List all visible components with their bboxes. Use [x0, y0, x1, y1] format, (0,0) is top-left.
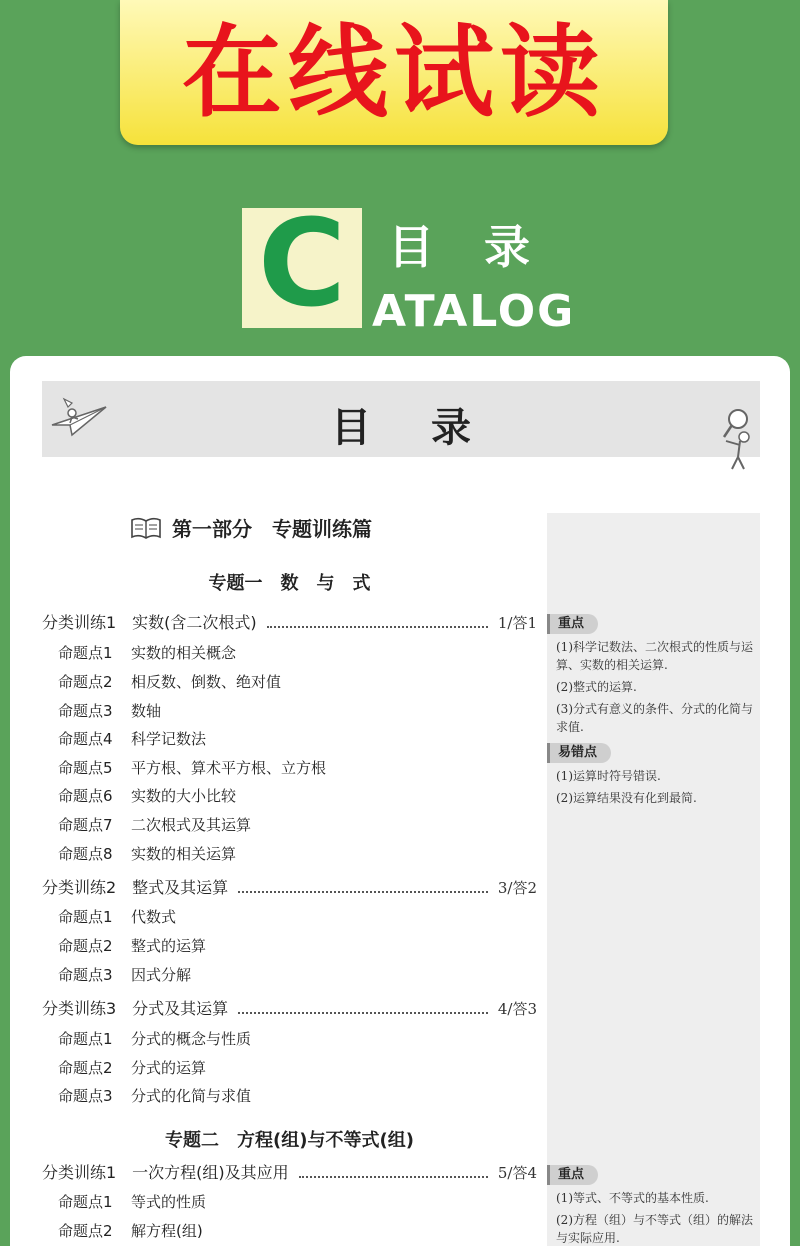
leader-dots: [238, 891, 488, 893]
topic-item: 命题点3 因式分解: [58, 966, 192, 984]
magnifier-figure-icon: [716, 407, 756, 471]
entry-page: 1/答1: [497, 614, 537, 632]
toc-header-bar: [42, 381, 760, 457]
topic-item: 命题点2 整式的运算: [58, 937, 207, 955]
topic-item: 命题点7 二次根式及其运算: [58, 816, 252, 834]
topic-item: 命题点2 分式的运算: [58, 1059, 207, 1077]
key-point-note: (2)方程（组）与不等式（组）的解法与实际应用.: [556, 1213, 753, 1245]
toc-entry[interactable]: [42, 878, 537, 898]
toc-card: [10, 356, 790, 1246]
entry-page: 3/答2: [497, 879, 537, 897]
error-point-note: (2)运算结果没有化到最简.: [556, 791, 697, 805]
error-point-note: (1)运算时符号错误.: [556, 769, 661, 783]
open-book-icon: [130, 516, 162, 540]
part-title-text: 第一部分 专题训练篇: [172, 517, 372, 541]
entry-label: 分类训练3 分式及其运算: [42, 999, 229, 1018]
topic-item: 命题点2 相反数、倒数、绝对值: [58, 673, 282, 691]
toc-entry[interactable]: [42, 999, 537, 1019]
catalog-title: 目录: [388, 220, 580, 274]
catalog-logo-box: [242, 195, 362, 334]
topic-item: 命题点1 等式的性质: [58, 1193, 207, 1211]
topic-item: 命题点1 实数的相关概念: [58, 644, 237, 662]
toc-entry[interactable]: [42, 1163, 537, 1183]
section-title: 专题二 方程(组)与不等式(组): [165, 1130, 414, 1151]
part-title: [130, 513, 372, 542]
topic-item: 命题点4 科学记数法: [58, 730, 207, 748]
leader-dots: [267, 626, 488, 628]
topic-item: 命题点3 分式的化简与求值: [58, 1087, 252, 1105]
leader-dots: [238, 1012, 488, 1014]
topic-item: 命题点1 代数式: [58, 908, 177, 926]
entry-label: 分类训练1 一次方程(组)及其应用: [42, 1163, 289, 1182]
entry-page: 5/答4: [497, 1164, 537, 1182]
topic-item: 命题点8 实数的相关运算: [58, 845, 237, 863]
toc-entry[interactable]: [42, 613, 537, 633]
banner-title: 在线试读: [182, 13, 606, 131]
banner: [120, 0, 668, 145]
topic-item: 命题点6 实数的大小比较: [58, 787, 237, 805]
error-points-tag: 易错点: [547, 743, 611, 763]
key-points-tag: 重点: [547, 614, 598, 634]
section-title: 专题一 数 与 式: [208, 573, 371, 594]
topic-item: 命题点5 平方根、算术平方根、立方根: [58, 759, 327, 777]
catalog-letter: C: [257, 195, 347, 334]
topic-item: 命题点3 数轴: [58, 702, 162, 720]
entry-label: 分类训练1 实数(含二次根式): [42, 613, 257, 632]
key-point-note: (1)科学记数法、二次根式的性质与运算、实数的相关运算.: [556, 640, 753, 672]
topic-item: 命题点2 解方程(组): [58, 1222, 203, 1240]
entry-page: 4/答3: [497, 1000, 537, 1018]
key-point-note: (2)整式的运算.: [556, 680, 637, 694]
entry-label: 分类训练2 整式及其运算: [42, 878, 229, 897]
key-point-note: (1)等式、不等式的基本性质.: [556, 1191, 709, 1205]
leader-dots: [299, 1176, 488, 1178]
topic-item: 命题点1 分式的概念与性质: [58, 1030, 252, 1048]
key-points-tag: 重点: [547, 1165, 598, 1185]
key-point-note: (3)分式有意义的条件、分式的化简与求值.: [556, 702, 753, 734]
toc-header-title: 目录: [331, 405, 531, 451]
catalog-word: ATALOG: [372, 286, 576, 337]
